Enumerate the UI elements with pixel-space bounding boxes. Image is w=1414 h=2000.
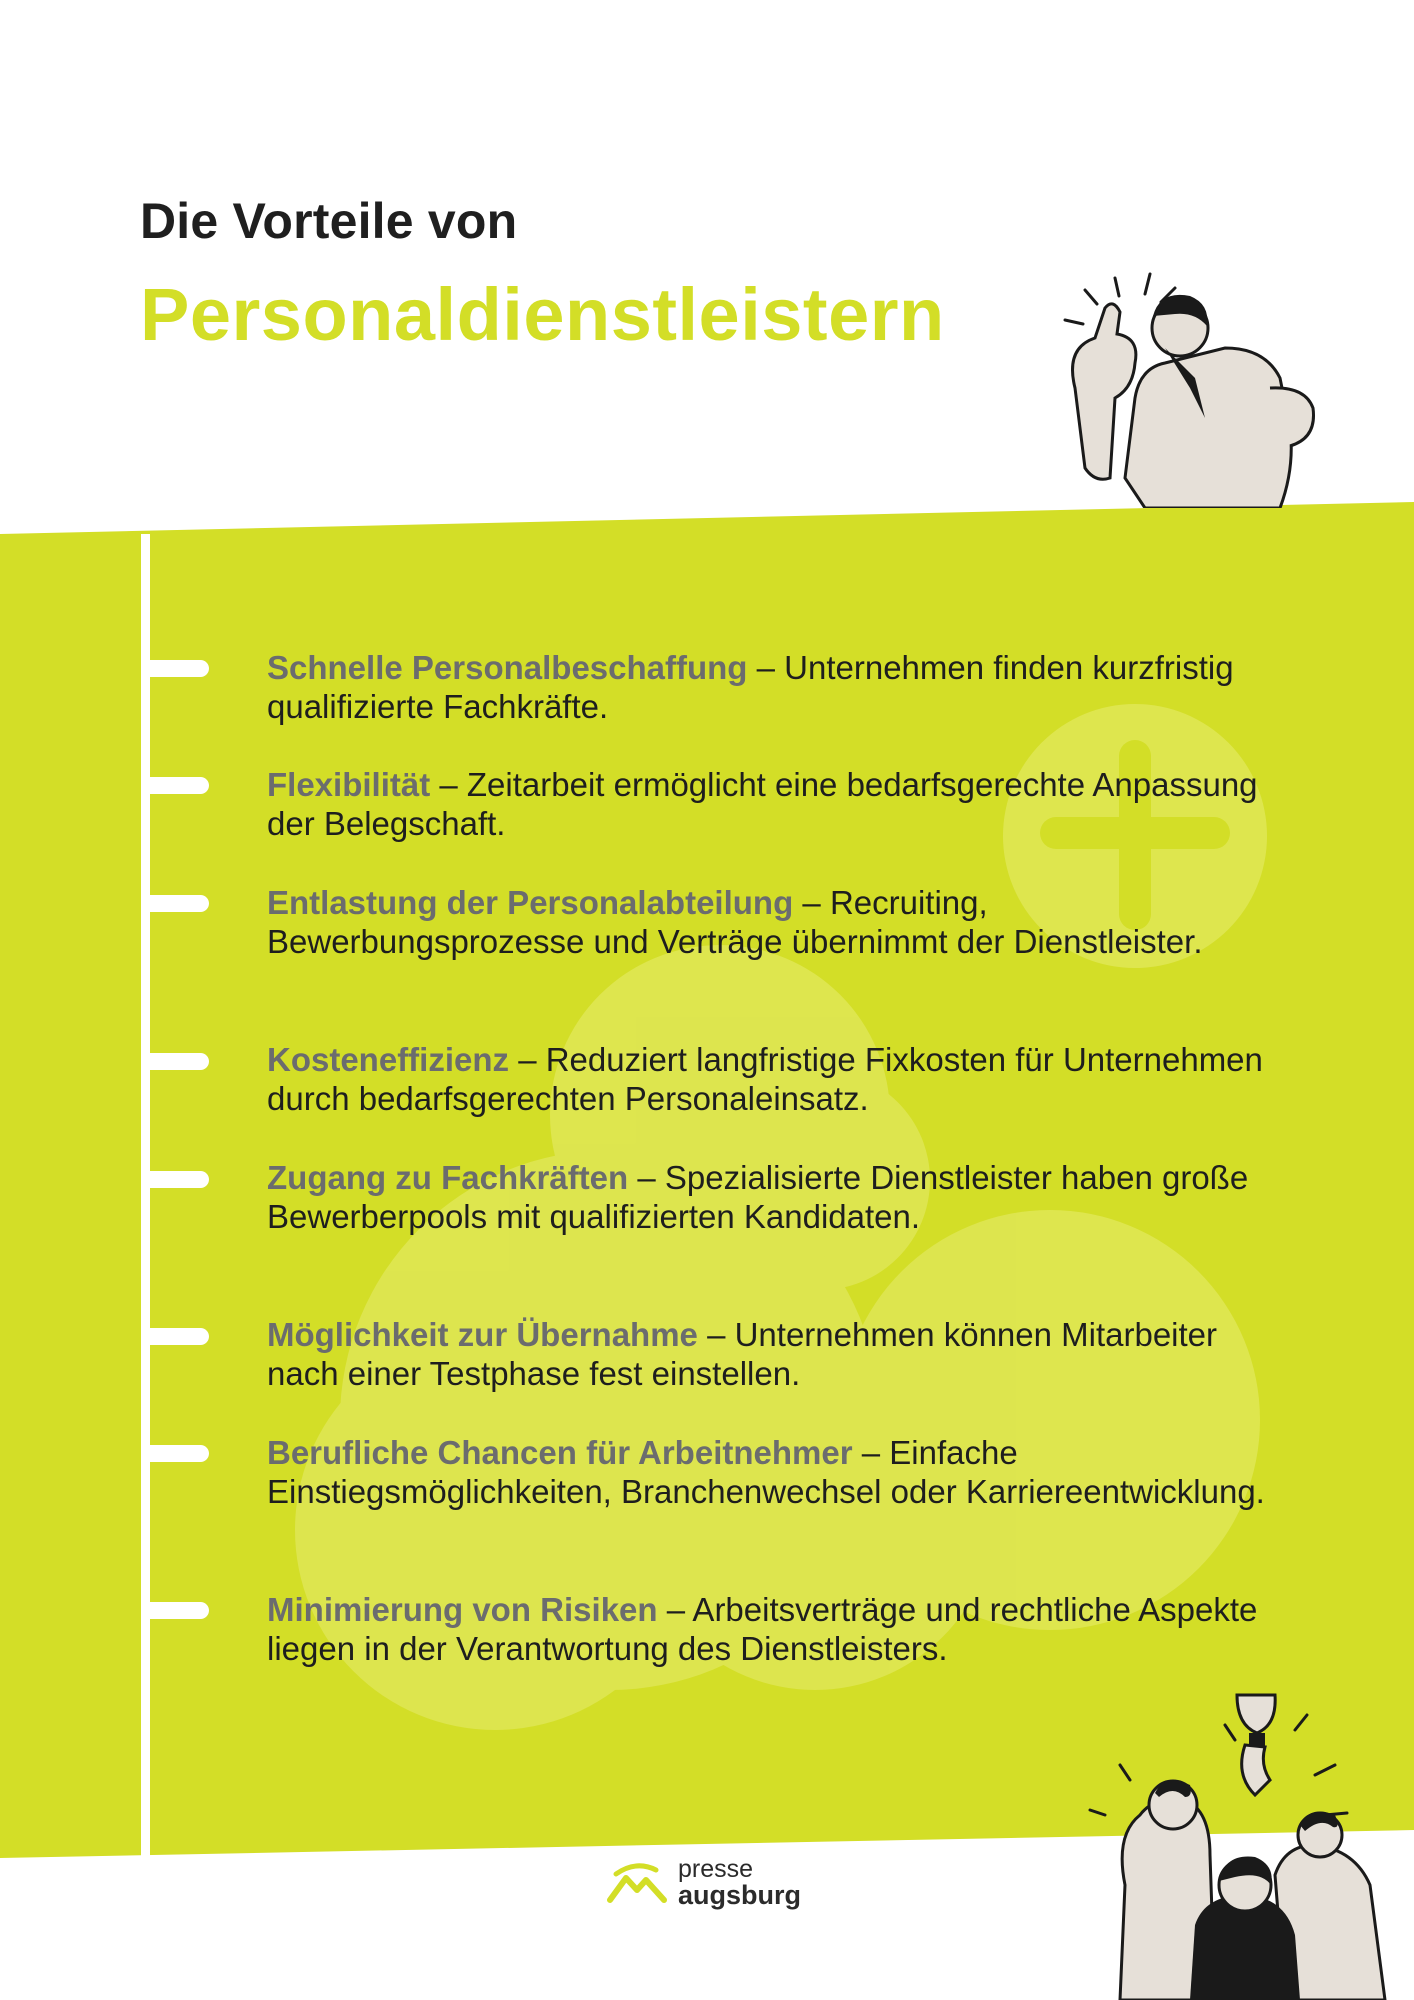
item-text: – Unternehmen können Mitarbeiter nach einer Testphase fest einstellen. [267,1316,1218,1392]
item-text: – Zeitarbeit ermöglicht eine bedarfsgerechte Anpassung der Belegschaft. [267,766,1258,842]
item-title: Zugang zu Fachkräften [267,1159,629,1196]
thumbs-up-man-illustration [1055,268,1335,508]
list-item [267,1040,1287,1118]
heading-line-2: Personaldienstleistern [140,273,945,356]
trophy-team-celebration-illustration [1085,1685,1414,2000]
item-text: – Einfache Einstiegsmöglichkeiten, Branchenwechsel oder Karriereentwicklung. [267,1434,1265,1510]
list-item [267,765,1287,843]
item-text: – Spezialisierte Dienstleister haben große Bewerberpools mit qualifizierten Kandidaten. [267,1159,1249,1235]
item-title: Minimierung von Risiken [267,1591,658,1628]
list-item [267,1158,1287,1236]
item-text: – Recruiting, Bewerbungsprozesse und Verträge übernimmt der Dienstleister. [267,884,1203,960]
item-text: – Unternehmen finden kurzfristig qualifizierte Fachkräfte. [267,649,1234,725]
item-title: Kosteneffizienz [267,1041,510,1078]
item-title: Flexibilität [267,766,431,803]
item-title: Entlastung der Personalabteilung [267,884,794,921]
item-text: – Arbeitsverträge und rechtliche Aspekte liegen in der Verantwortung des Dienstleisters. [267,1591,1258,1667]
list-item [267,883,1287,961]
item-title: Berufliche Chancen für Arbeitnehmer [267,1434,853,1471]
list-item [267,1315,1287,1393]
presse-augsburg-logo [606,1856,806,1916]
item-text: – Reduziert langfristige Fixkosten für Unternehmen durch bedarfsgerechten Personaleinsatz. [267,1041,1263,1117]
list-item [267,648,1287,726]
heading-line-1: Die Vorteile von [140,193,518,249]
item-title: Schnelle Personalbeschaffung [267,649,748,686]
logo-text-presse: presse [678,1855,754,1883]
list-item [267,1590,1287,1668]
item-title: Möglichkeit zur Übernahme [267,1316,698,1353]
logo-text-augsburg: augsburg [678,1880,802,1910]
mountain-logo-icon [606,1860,668,1906]
list-item [267,1433,1287,1511]
